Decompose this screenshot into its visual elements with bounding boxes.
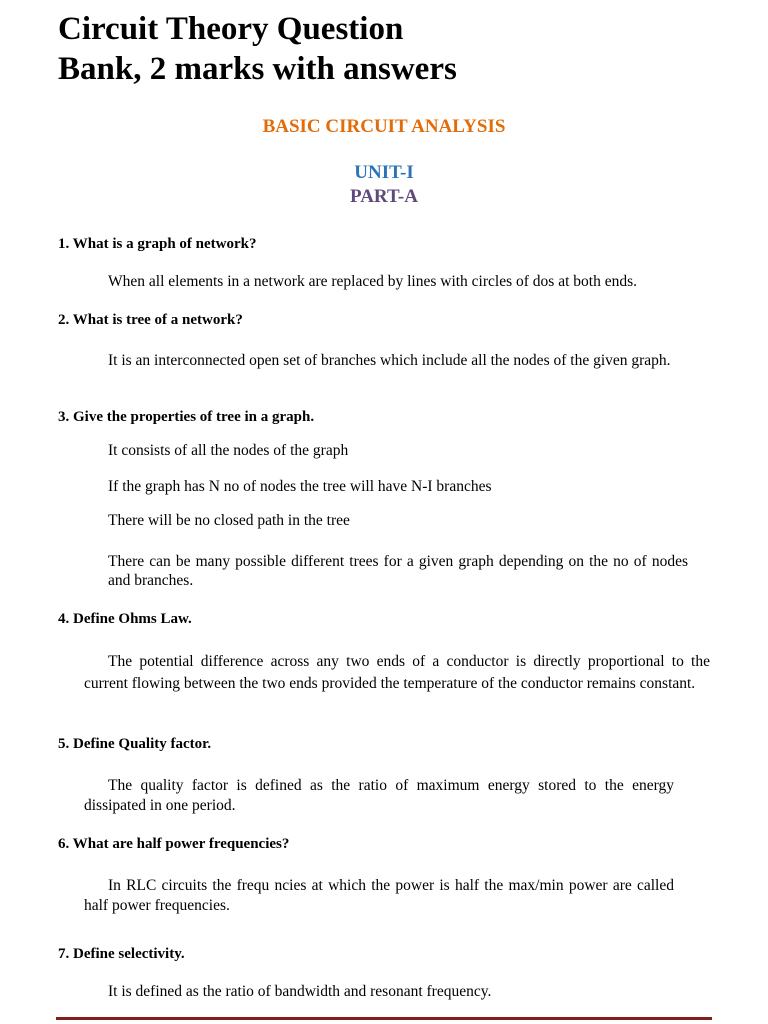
answer-2: It is an interconnected open set of branches which include all the nodes of the given graph.	[108, 352, 671, 369]
answer-3-item-4: There can be many possible different trees for a given graph depending on the no of nodes and branches.	[108, 553, 688, 589]
document-title-line-2: Bank, 2 marks with answers	[58, 51, 457, 87]
answer-7: It is defined as the ratio of bandwidth and resonant frequency.	[108, 983, 492, 1000]
answer-3-item-2: If the graph has N no of nodes the tree will have N-I branches	[108, 478, 492, 495]
answer-4: The potential difference across any two ends of a conductor is directly proportional to the current flowing between the two ends provided the temperature of the conductor remains constant.	[84, 653, 710, 692]
question-3: 3. Give the properties of tree in a graph.	[58, 409, 315, 425]
question-7: 7. Define selectivity.	[58, 946, 185, 962]
question-1: 1. What is a graph of network?	[58, 236, 257, 252]
part-heading: PART-A	[350, 186, 418, 207]
answer-3-item-1: It consists of all the nodes of the graph	[108, 442, 349, 459]
answer-6: In RLC circuits the frequ ncies at which the power is half the max/min power are called half power frequencies.	[84, 877, 674, 914]
question-5: 5. Define Quality factor.	[58, 736, 212, 752]
subject-heading: BASIC CIRCUIT ANALYSIS	[262, 116, 506, 137]
question-4: 4. Define Ohms Law.	[58, 611, 192, 627]
answer-3-item-3: There will be no closed path in the tree	[108, 512, 350, 529]
document-title-line-1: Circuit Theory Question	[58, 11, 404, 47]
answer-5: The quality factor is defined as the ratio of maximum energy stored to the energy dissipated in one period.	[84, 777, 674, 814]
unit-heading: UNIT-I	[354, 162, 414, 183]
question-6: 6. What are half power frequencies?	[58, 836, 290, 852]
page-bottom-rule	[56, 1017, 712, 1020]
question-2: 2. What is tree of a network?	[58, 312, 243, 328]
answer-1: When all elements in a network are replaced by lines with circles of dos at both ends.	[108, 273, 637, 290]
